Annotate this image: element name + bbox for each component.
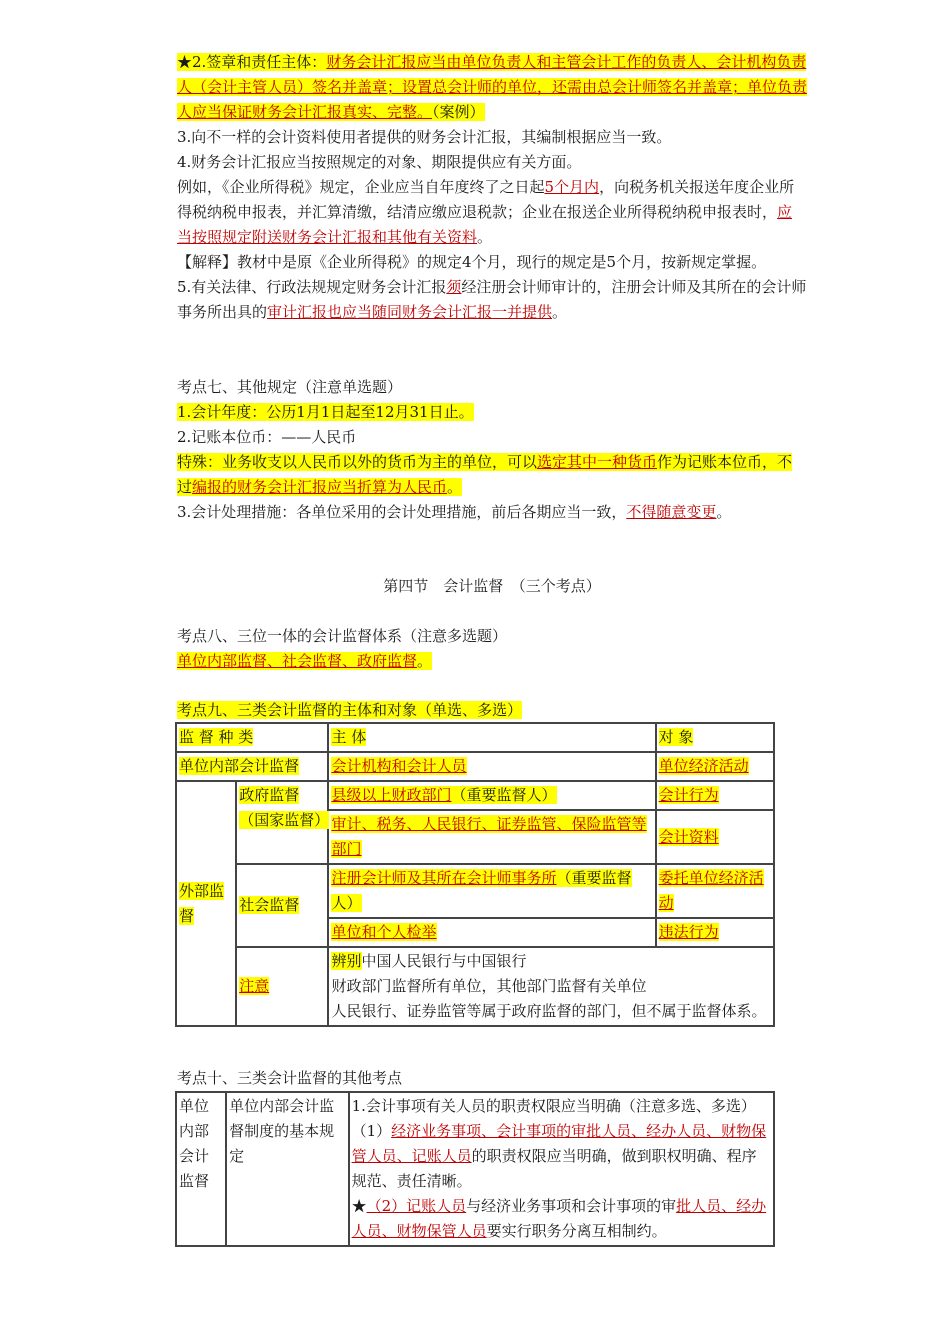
rule-1-1-red: 经济业务事项、会计事项的审批人员、经办人员、财物保管人员、记账人员 bbox=[351, 1122, 767, 1165]
item-5 bbox=[177, 275, 807, 325]
example bbox=[177, 175, 807, 250]
internal-col-2: 单位内部会计监督制度的基本规定 bbox=[229, 1097, 335, 1165]
internal-supervision-table bbox=[175, 1091, 775, 1247]
item-3: 3.向不一样的会计资料使用者提供的财务会计汇报，其编制根据应当一致。 bbox=[177, 128, 672, 146]
internal-object: 单位经济活动 bbox=[658, 757, 749, 775]
supervision-table bbox=[175, 722, 775, 1027]
point-8-body: 单位内部监督、社会监督、政府监督 bbox=[177, 652, 418, 670]
social-subject-2: 单位和个人检举 bbox=[331, 923, 437, 941]
note-line-2: 财政部门监督所有单位，其他部门监督有关单位 bbox=[331, 977, 647, 995]
social-object-2: 违法行为 bbox=[658, 923, 719, 941]
item-4: 4.财务会计汇报应当按照规定的对象、期限提供应有关方面。 bbox=[177, 153, 582, 171]
gov-object-2: 会计资料 bbox=[658, 827, 719, 846]
item-2-star: ★2.签章和责任主体： bbox=[177, 53, 327, 71]
bookkeeping-currency: 2.记账本位币：——人民币 bbox=[177, 428, 357, 446]
item-5-text-c: 。 bbox=[552, 303, 568, 321]
explanation: 【解释】教材中是原《企业所得税》的规定4个月，现行的规定是5个月，按新规定掌握。 bbox=[177, 253, 767, 271]
social-subject-1-note: （重要监督人） bbox=[331, 869, 632, 912]
external-type: 外部监督 bbox=[179, 881, 225, 925]
gov-subject-2: 审计、税务、人民银行、证券监管、保险监管等部门 bbox=[331, 815, 647, 858]
social-subject-1: 注册会计师及其所在会计师事务所 bbox=[331, 869, 557, 887]
rule-1: 1.会计事项有关人员的职责权限应当明确（注意多选、多选） bbox=[351, 1097, 756, 1115]
item-2-tail: （案例） bbox=[432, 103, 485, 121]
gov-subject-1-note: （重要监督人） bbox=[451, 786, 557, 804]
special-text-b: 作为记账本位币，不过 bbox=[177, 453, 793, 496]
example-red-1: 5个月内 bbox=[544, 178, 600, 196]
item-2 bbox=[177, 50, 807, 125]
point-7-title: 考点七、其他规定（注意单选题） bbox=[177, 378, 403, 396]
point-8-title: 考点八、三位一体的会计监督体系（注意多选题） bbox=[177, 627, 508, 645]
header-subject: 主 体 bbox=[331, 728, 367, 746]
item-5-red-2: 审计汇报也应当随同财务会计汇报一并提供 bbox=[267, 303, 553, 321]
gov-object-1: 会计行为 bbox=[658, 786, 719, 804]
rule-1-2-text-c: 要实行职务分离互相制约。 bbox=[486, 1222, 667, 1240]
internal-col-1: 单位内部会计监督 bbox=[179, 1097, 210, 1190]
note-line-1: 中国人民银行与中国银行 bbox=[361, 952, 527, 970]
accounting-methods bbox=[177, 500, 807, 525]
example-text-c: 。 bbox=[477, 228, 493, 246]
point-10-title: 考点十、三类会计监督的其他考点 bbox=[177, 1069, 403, 1087]
internal-type: 单位内部会计监督 bbox=[179, 757, 300, 775]
report-rules bbox=[177, 50, 807, 325]
special-text-a: 特殊：业务收支以人民币以外的货币为主的单位，可以 bbox=[177, 453, 538, 471]
internal-subject: 会计机构和会计人员 bbox=[331, 757, 467, 775]
internal-col-3 bbox=[349, 1092, 774, 1246]
item-5-text-a: 5.有关法律、行政法规规定财务会计汇报 bbox=[177, 278, 447, 296]
rule-1-2 bbox=[352, 1194, 771, 1244]
special-red-1: 选定其中一种货币 bbox=[537, 453, 658, 471]
point-8-end: 。 bbox=[417, 652, 433, 670]
point-7 bbox=[177, 375, 807, 525]
item-5-red-1: 须 bbox=[446, 278, 462, 296]
header-type: 监 督 种 类 bbox=[179, 728, 254, 746]
example-text-a: 例如，《企业所得税》规定，企业应当自年度终了之日起 bbox=[177, 178, 545, 196]
rule-1-2-text-b: 与经济业务事项和会计事项的审 bbox=[466, 1197, 677, 1215]
point-9 bbox=[177, 698, 777, 723]
rule-1-2-red-1: （2）记账人员 bbox=[366, 1197, 467, 1215]
rule-1-2-red-2: 批人员、经办人员、财物保管人员 bbox=[351, 1197, 767, 1240]
example-text-b: ，向税务机关报送年度企业所得税纳税申报表，并汇算清缴，结清应缴应退税款；企业在报送企业所得税纳税申报表时， bbox=[177, 178, 795, 221]
note-highlight: 辨别 bbox=[331, 952, 362, 970]
point-9-title: 考点九、三类会计监督的主体和对象（单选、多选） bbox=[177, 701, 523, 719]
rule-1-2-star: ★ bbox=[351, 1197, 367, 1215]
methods-red: 不得随意变更 bbox=[626, 503, 717, 521]
methods-text-a: 3.会计处理措施：各单位采用的会计处理措施，前后各期应当一致， bbox=[177, 503, 627, 521]
special-red-2: 编报的财务会计汇报应当折算为人民币 bbox=[192, 478, 448, 496]
rule-1-1-prefix: （1） bbox=[351, 1122, 392, 1140]
point-8 bbox=[177, 624, 807, 674]
gov-subject-1: 县级以上财政部门 bbox=[331, 786, 452, 804]
header-object: 对 象 bbox=[658, 728, 694, 746]
gov-type: 政府监督（国家监督） bbox=[239, 786, 330, 829]
rule-1-1-text: 的职责权限应当明确，做到职权明确、程序规范、责任清晰。 bbox=[351, 1147, 757, 1190]
special-case bbox=[177, 450, 807, 500]
rule-1-1 bbox=[352, 1119, 771, 1194]
item-2-body: 财务会计汇报应当由单位负责人和主管会计工作的负责人、会计机构负责人（会计主管人员）签名并盖章；设置总会计师的单位，还需由总会计师签名并盖章；单位负责人应当保证财务会计汇报真实、完整。 bbox=[177, 53, 808, 121]
note-line-3: 人民银行、证券监管等属于政府监督的部门，但不属于监督体系。 bbox=[331, 1002, 767, 1020]
social-type: 社会监督 bbox=[239, 896, 300, 914]
section-4-heading: 第四节 会计监督 （三个考点） bbox=[383, 577, 601, 595]
methods-text-c: 。 bbox=[716, 503, 732, 521]
social-object-1: 委托单位经济活动 bbox=[658, 869, 764, 912]
example-red-2: 应当按照规定附送财务会计汇报和其他有关资料 bbox=[177, 203, 793, 246]
special-text-c: 。 bbox=[447, 478, 463, 496]
note-cell bbox=[328, 947, 774, 1026]
item-5-text-b: 经注册会计师审计的，注册会计师及其所在的会计师事务所出具的 bbox=[177, 278, 807, 321]
fiscal-year: 1.会计年度：公历1月1日起至12月31日止。 bbox=[177, 403, 474, 421]
note-label: 注意 bbox=[239, 977, 270, 995]
